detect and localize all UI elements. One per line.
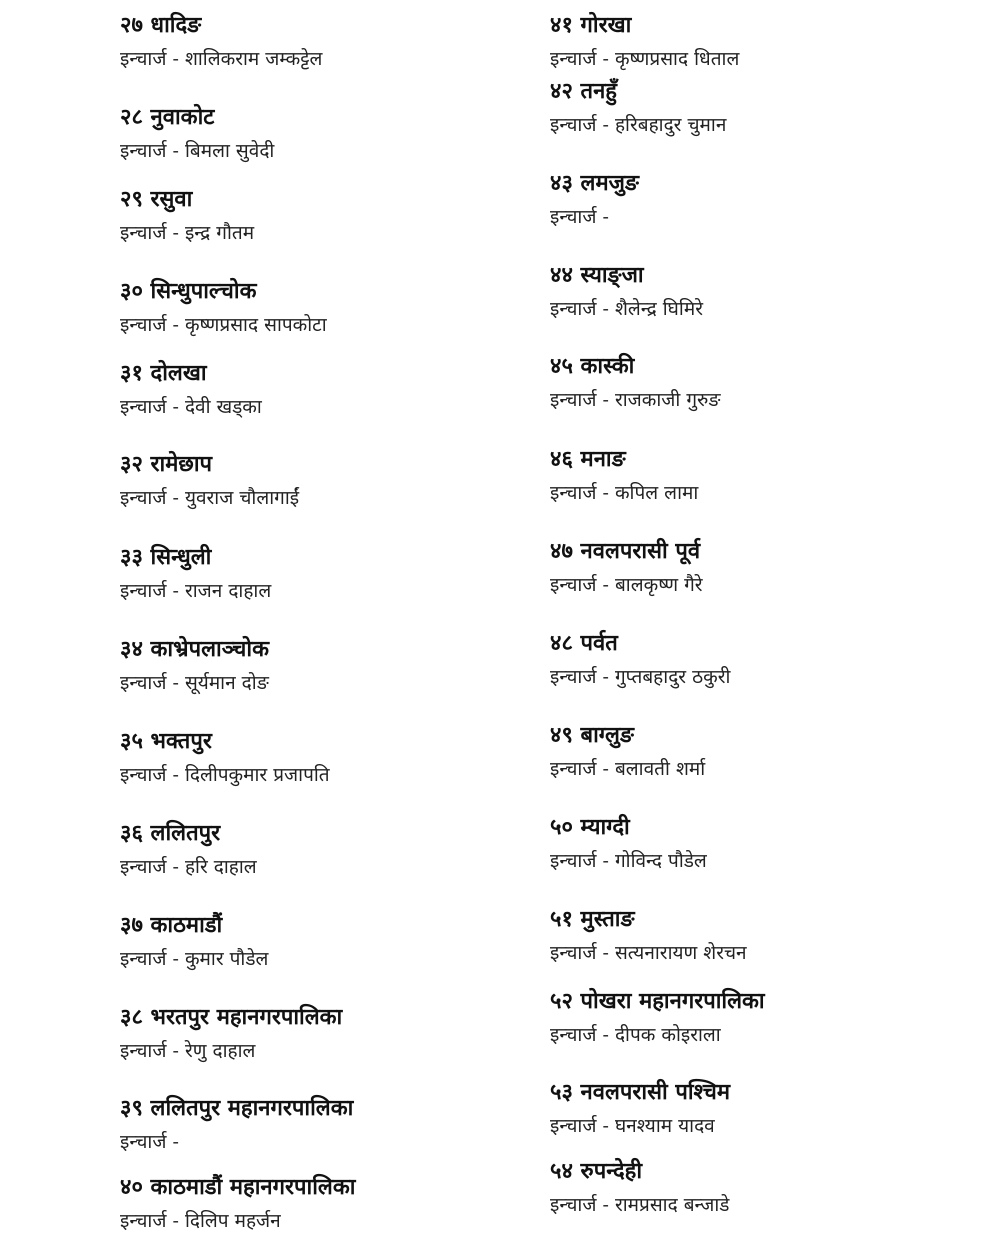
incharge-line: इन्चार्ज - दिलीपकुमार प्रजापति — [120, 764, 330, 786]
district-title: ४३ लमजुङ — [550, 171, 639, 196]
incharge-line: इन्चार्ज - गोविन्द पौडेल — [550, 850, 707, 872]
district-entry — [120, 1174, 570, 1234]
district-title: ५० म्याग्दी — [550, 815, 630, 840]
district-title: ५१ मुस्ताङ — [550, 907, 635, 932]
incharge-line: इन्चार्ज - कपिल लामा — [550, 482, 699, 504]
district-title: ४५ कास्की — [550, 354, 635, 379]
district-entry — [550, 1158, 1000, 1218]
incharge-line: इन्चार्ज - रेणु दाहाल — [120, 1040, 256, 1062]
district-title: २७ धादिङ — [120, 13, 202, 38]
incharge-line: इन्चार्ज - सत्यनारायण शेरचन — [550, 942, 747, 964]
district-entry — [120, 912, 570, 972]
incharge-line: इन्चार्ज - कुमार पौडेल — [120, 948, 269, 970]
incharge-line: इन्चार्ज - इन्द्र गौतम — [120, 222, 255, 244]
district-title: ३७ काठमाडौं — [120, 913, 223, 938]
district-entry — [550, 906, 1000, 966]
district-title: ३४ काभ्रेपलाञ्चोक — [120, 637, 269, 662]
district-entry — [120, 186, 570, 246]
district-entry — [550, 630, 1000, 690]
district-entry — [120, 636, 570, 696]
district-title: २९ रसुवा — [120, 187, 193, 212]
district-title: ५४ रुपन्देही — [550, 1159, 643, 1184]
incharge-line: इन्चार्ज - बालकृष्ण गैरे — [550, 574, 703, 596]
district-entry — [120, 728, 570, 788]
incharge-line: इन्चार्ज - बिमला सुवेदी — [120, 140, 275, 162]
district-title: ३५ भक्तपुर — [120, 729, 212, 754]
district-entry — [120, 1004, 570, 1064]
incharge-line: इन्चार्ज - हरि दाहाल — [120, 856, 257, 878]
district-entry — [550, 170, 1000, 230]
district-title: ४० काठमाडौं महानगरपालिका — [120, 1175, 356, 1200]
district-title: ३३ सिन्धुली — [120, 545, 212, 570]
district-title: ३० सिन्धुपाल्चोक — [120, 279, 257, 304]
incharge-line: इन्चार्ज - हरिबहादुर चुमान — [550, 114, 727, 136]
incharge-line: इन्चार्ज - राजकाजी गुरुङ — [550, 389, 721, 411]
district-title: ४२ तनहुँ — [550, 79, 617, 104]
district-title: ३६ ललितपुर — [120, 821, 221, 846]
incharge-line: इन्चार्ज - कृष्णप्रसाद सापकोटा — [120, 314, 327, 336]
district-title: ३८ भरतपुर महानगरपालिका — [120, 1005, 343, 1030]
incharge-line: इन्चार्ज - बलावती शर्मा — [550, 758, 706, 780]
district-title: ५३ नवलपरासी पश्चिम — [550, 1080, 730, 1105]
incharge-line: इन्चार्ज - शालिकराम जम्कट्टेल — [120, 48, 323, 70]
incharge-line: इन्चार्ज - शैलेन्द्र घिमिरे — [550, 298, 703, 320]
district-title: ४६ मनाङ — [550, 447, 626, 472]
incharge-line: इन्चार्ज - युवराज चौलागाईं — [120, 487, 300, 509]
district-entry — [550, 262, 1000, 322]
incharge-line: इन्चार्ज - कृष्णप्रसाद धिताल — [550, 48, 740, 70]
district-title: ५२ पोखरा महानगरपालिका — [550, 989, 765, 1014]
district-entry — [550, 538, 1000, 598]
incharge-line: इन्चार्ज - — [120, 1131, 179, 1153]
incharge-line: इन्चार्ज - सूर्यमान दोङ — [120, 672, 269, 694]
district-entry — [550, 988, 1000, 1048]
district-entry — [120, 544, 570, 604]
district-entry — [120, 360, 570, 420]
district-entry — [550, 1079, 1000, 1139]
district-entry — [550, 446, 1000, 506]
district-entry — [120, 1095, 570, 1155]
district-title: ४१ गोरखा — [550, 13, 632, 38]
district-title: २८ नुवाकोट — [120, 105, 215, 130]
district-entry — [550, 12, 1000, 72]
district-entry — [550, 814, 1000, 874]
incharge-line: इन्चार्ज - गुप्तबहादुर ठकुरी — [550, 666, 731, 688]
district-entry — [120, 451, 570, 511]
district-title: ४९ बाग्लुङ — [550, 723, 634, 748]
incharge-line: इन्चार्ज - — [550, 206, 609, 228]
incharge-line: इन्चार्ज - घनश्याम यादव — [550, 1115, 715, 1137]
district-entry — [120, 12, 570, 72]
district-title: ३२ रामेछाप — [120, 452, 213, 477]
incharge-line: इन्चार्ज - रामप्रसाद बन्जाडे — [550, 1194, 730, 1216]
district-title: ४४ स्याङ्जा — [550, 263, 644, 288]
district-title: ४८ पर्वत — [550, 631, 618, 656]
incharge-line: इन्चार्ज - दिलिप महर्जन — [120, 1210, 281, 1232]
district-entry — [550, 722, 1000, 782]
incharge-line: इन्चार्ज - देवी खड्का — [120, 396, 262, 418]
district-entry — [550, 353, 1000, 413]
district-title: ३९ ललितपुर महानगरपालिका — [120, 1096, 354, 1121]
district-entry — [120, 820, 570, 880]
district-title: ३१ दोलखा — [120, 361, 207, 386]
incharge-line: इन्चार्ज - राजन दाहाल — [120, 580, 272, 602]
district-entry — [550, 78, 1000, 138]
incharge-line: इन्चार्ज - दीपक कोइराला — [550, 1024, 721, 1046]
district-entry — [120, 104, 570, 164]
district-title: ४७ नवलपरासी पूर्व — [550, 539, 701, 564]
district-entry — [120, 278, 570, 338]
